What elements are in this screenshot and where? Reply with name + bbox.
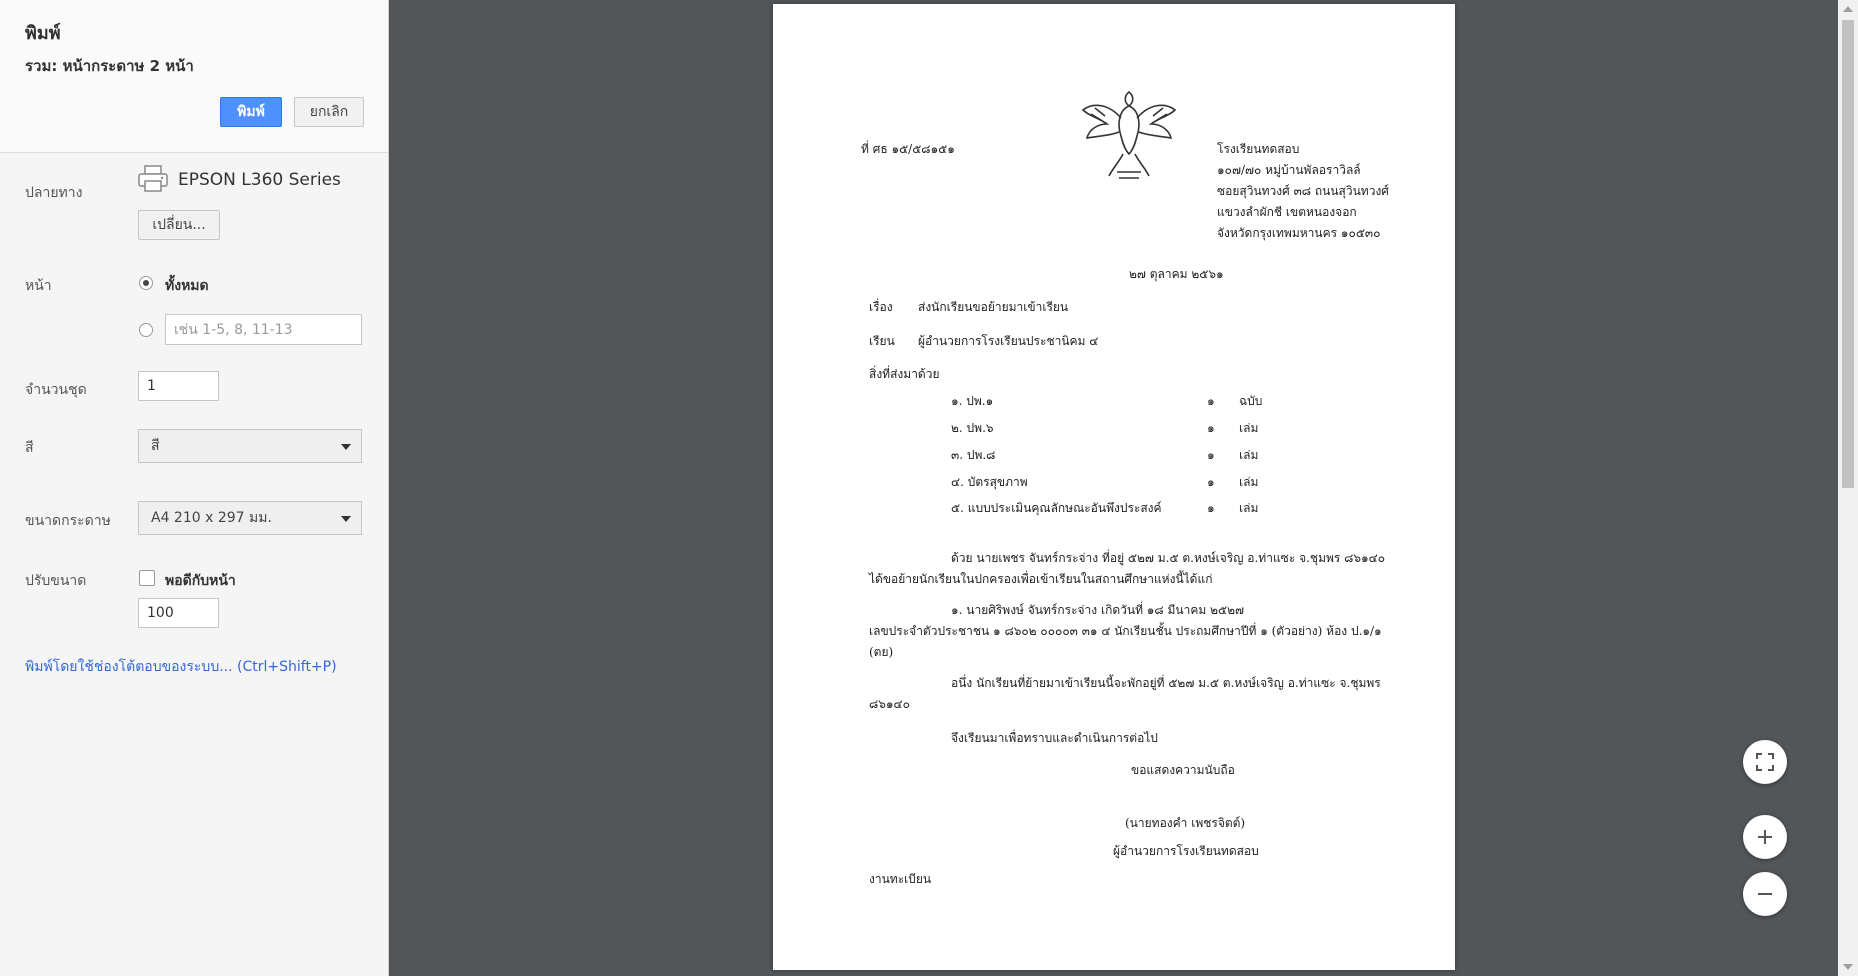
color-label: สี [25,440,34,456]
pages-all-radio[interactable] [139,276,153,290]
enclosure-item: ๑. ปพ.๑ [951,394,994,408]
doc-paragraph-line: ๘๖๑๔๐ [869,697,910,711]
fit-screen-icon [1756,753,1774,771]
enclosure-unit: เล่ม [1239,501,1259,515]
scroll-up-arrow-icon[interactable] [1843,6,1853,12]
enclosure-qty: ๑ [1207,448,1215,462]
pages-custom-radio[interactable] [139,323,153,337]
enclosure-qty: ๑ [1207,421,1215,435]
scrollbar-thumb[interactable] [1842,20,1854,488]
doc-closing-line: จึงเรียนมาเพื่อทราบและดำเนินการต่อไป [951,731,1158,745]
doc-paragraph-line: อนึ่ง นักเรียนที่ย้ายมาเข้าเรียนนี้จะพักอยู่ที่ ๕๒๗ ม.๕ ต.หงษ์เจริญ อ.ท่าแซะ จ.ชุมพร [951,676,1381,690]
dialog-title: พิมพ์ [25,23,61,44]
enclosure-item: ๕. แบบประเมินคุณลักษณะอันพึงประสงค์ [951,501,1162,515]
doc-paragraph-line: ได้ขอย้ายนักเรียนในปกครองเพื่อเข้าเรียนในสถานศึกษาแห่งนี้ได้แก่ [869,572,1213,586]
enclosure-qty: ๑ [1207,394,1215,408]
scroll-down-arrow-icon[interactable] [1843,964,1853,970]
doc-signer-title: ผู้อำนวยการโรงเรียนทดสอบ [1113,844,1259,858]
doc-address-line: โรงเรียนทดสอบ [1217,142,1300,156]
minus-icon [1756,885,1774,903]
printer-name: EPSON L360 Series [178,170,341,190]
printer-icon [138,165,168,193]
doc-paragraph-line: ด้วย นายเพชร จันทร์กระจ่าง ที่อยู่ ๕๒๗ ม.๕ ต.หงษ์เจริญ อ.ท่าแซะ จ.ชุมพร ๘๖๑๔๐ [951,551,1386,565]
preview-scrollbar[interactable] [1838,0,1858,976]
doc-subject: ส่งนักเรียนขอย้ายมาเข้าเรียน [918,300,1069,314]
page-count-summary: รวม: หน้ากระดาษ 2 หน้า [25,57,194,75]
doc-paragraph-line: (ตย) [869,645,894,659]
print-settings-sidebar [0,0,389,976]
copies-input[interactable] [138,371,219,401]
doc-signer-name: (นายทองคำ เพชรจิตต์) [1125,816,1246,830]
doc-department: งานทะเบียน [869,872,932,886]
doc-address-line: แขวงลำผักชี เขตหนองจอก [1217,205,1357,219]
paper-size-select[interactable] [138,501,362,535]
change-destination-button[interactable]: เปลี่ยน... [138,210,220,240]
pages-range-input[interactable] [165,314,362,345]
enclosure-unit: เล่ม [1239,475,1259,489]
doc-to-label: เรียน [869,334,895,348]
pages-label: หน้า [25,278,52,294]
doc-paragraph-line: เลขประจำตัวประชาชน ๑ ๘๖๐๒ ๐๐๐๐๓ ๓๑ ๔ นักเรียนชั้น ประถมศึกษาปีที่ ๑ (ตัวอย่าง) ห้อง ป.๑/๑ [869,624,1382,638]
plus-icon [1756,828,1774,846]
fit-to-page-checkbox[interactable] [139,570,155,586]
enclosure-unit: เล่ม [1239,448,1259,462]
sidebar-header [0,0,388,153]
enclosure-qty: ๑ [1207,501,1215,515]
doc-subject-label: เรื่อง [869,300,893,314]
color-select-value: สี [151,438,160,454]
cancel-button[interactable]: ยกเลิก [294,97,364,127]
garuda-emblem-icon [1079,84,1179,184]
document-page [773,4,1455,970]
scale-label: ปรับขนาด [25,573,87,589]
enclosure-qty: ๑ [1207,475,1215,489]
scale-input[interactable] [138,598,219,628]
pages-all-label: ทั้งหมด [165,278,209,294]
paper-size-label: ขนาดกระดาษ [25,513,111,529]
doc-paragraph-line: ๑. นายศิริพงษ์ จันทร์กระจ่าง เกิดวันที่ ๑๘ มีนาคม ๒๕๒๗ [951,603,1245,617]
color-select[interactable] [138,429,362,463]
fit-to-page-button[interactable] [1743,740,1787,784]
doc-address-line: ซอยสุวินทวงศ์ ๓๘ ถนนสุวินทวงศ์ [1217,184,1389,198]
copies-label: จำนวนชุด [25,382,87,398]
doc-to: ผู้อำนวยการโรงเรียนประชานิคม ๔ [918,334,1099,348]
enclosure-unit: ฉบับ [1239,394,1263,408]
enclosure-item: ๓. ปพ.๘ [951,448,996,462]
zoom-out-button[interactable] [1743,872,1787,916]
enclosure-item: ๒. ปพ.๖ [951,421,994,435]
zoom-in-button[interactable] [1743,815,1787,859]
doc-address-line: จังหวัดกรุงเทพมหานคร ๑๐๕๓๐ [1217,226,1381,240]
doc-date: ๒๗ ตุลาคม ๒๕๖๑ [1129,267,1224,281]
paper-size-select-value: A4 210 x 297 มม. [151,510,272,526]
doc-enclosures-label: สิ่งที่ส่งมาด้วย [869,367,940,381]
doc-address-line: ๑๐๗/๗๐ หมู่บ้านพัลอราวิลล์ [1217,163,1361,177]
enclosure-item: ๔. บัตรสุขภาพ [951,475,1028,489]
destination-label: ปลายทาง [25,185,83,201]
enclosure-unit: เล่ม [1239,421,1259,435]
print-button[interactable]: พิมพ์ [220,97,282,127]
fit-to-page-label: พอดีกับหน้า [165,573,236,589]
chevron-down-icon [341,516,351,522]
doc-reference-number: ที่ ศธ ๑๕/๕๘๑๕๑ [861,142,955,156]
doc-regards: ขอแสดงความนับถือ [1131,763,1235,777]
chevron-down-icon [341,444,351,450]
system-dialog-link[interactable]: พิมพ์โดยใช้ช่องโต้ตอบของระบบ... (Ctrl+Shift+P) [25,659,337,675]
